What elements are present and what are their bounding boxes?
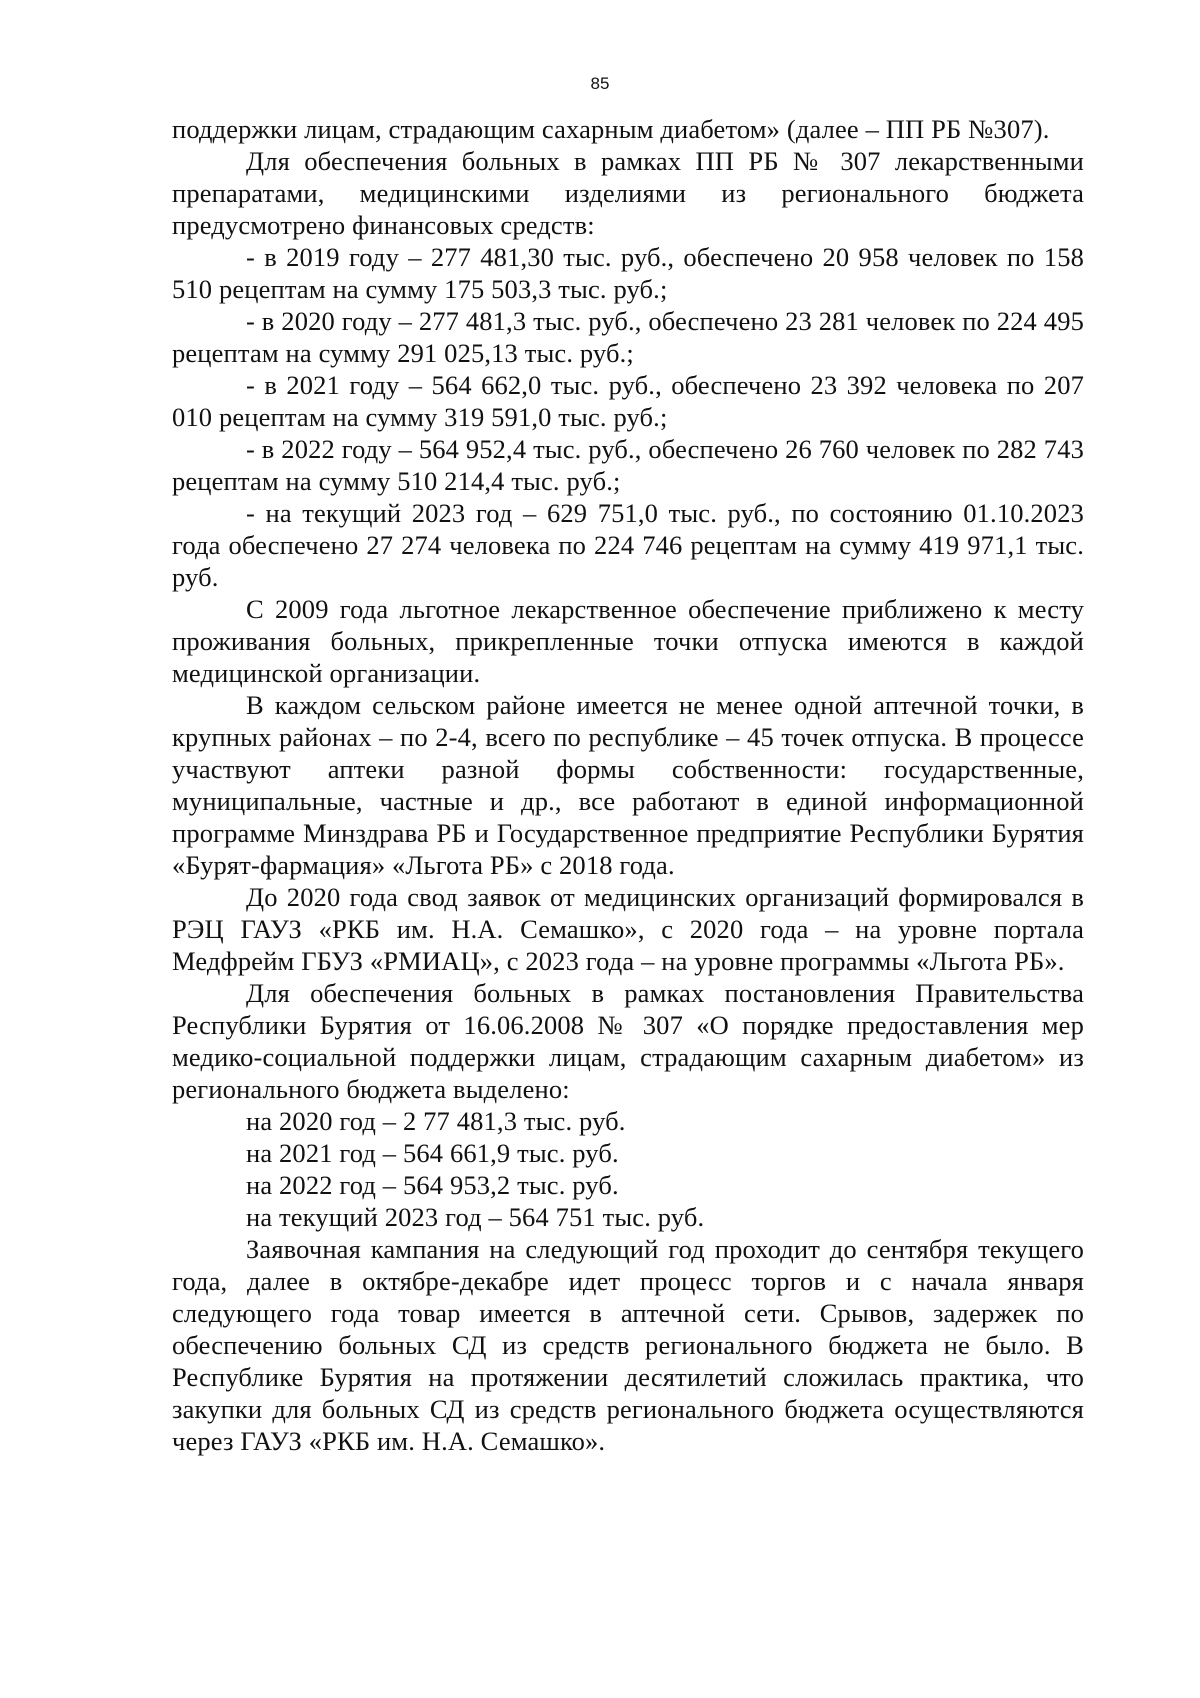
budget-amount-line: на 2021 год – 564 661,9 тыс. руб. — [246, 1138, 619, 1168]
page-number: 85 — [590, 74, 610, 93]
list-item: - в 2021 году – 564 662,0 тыс. руб., обеспечено 23 392 человека по 207 010 рецептам на сумму 319 591,0 тыс. руб.; — [172, 370, 1084, 432]
list-item: - в 2022 году – 564 952,4 тыс. руб., обеспечено 26 760 человек по 282 743 рецептам на сумму 510 214,4 тыс. руб.; — [172, 434, 1084, 496]
budget-amount-line: на 2022 год – 564 953,2 тыс. руб. — [246, 1170, 619, 1200]
list-item: - в 2019 году – 277 481,30 тыс. руб., обеспечено 20 958 человек по 158 510 рецептам на сумму 175 503,3 тыс. руб.; — [172, 242, 1084, 304]
budget-amount-line: на 2020 год – 2 77 481,3 тыс. руб. — [246, 1106, 626, 1136]
list-item: - в 2020 году – 277 481,3 тыс. руб., обеспечено 23 281 человек по 224 495 рецептам на сумму 291 025,13 тыс. руб.; — [172, 306, 1084, 368]
paragraph: Для обеспечения больных в рамках ПП РБ № 307 лекарственными препаратами, медицинскими изделиями из регионального бюджета предусмотрено финансовых средств: — [172, 146, 1084, 240]
document-body — [172, 113, 1084, 1457]
paragraph: поддержки лицам, страдающим сахарным диабетом» (далее – ПП РБ №307). — [172, 114, 1050, 144]
budget-amount-line: на текущий 2023 год – 564 751 тыс. руб. — [246, 1202, 705, 1232]
paragraph: Для обеспечения больных в рамках постановления Правительства Республики Бурятия от 16.06.2008 № 307 «О порядке предоставления мер медико-социальной поддержки лицам, страдающим сахарным диабетом» из регионального бюджета выделено: — [172, 978, 1084, 1104]
paragraph: Заявочная кампания на следующий год проходит до сентября текущего года, далее в октябре-декабре идет процесс торгов и с начала января следующего года товар имеется в аптечной сети. Срывов, задержек по обеспечению больных СД из средств регионального бюджета не было. В Республике Бурятия на протяжении десятилетий сложилась практика, что закупки для больных СД из средств регионального бюджета осуществляются через ГАУЗ «РКБ им. Н.А. Семашко». — [172, 1234, 1084, 1456]
paragraph: С 2009 года льготное лекарственное обеспечение приближено к месту проживания больных, прикрепленные точки отпуска имеются в каждой медицинской организации. — [172, 594, 1084, 688]
paragraph: В каждом сельском районе имеется не менее одной аптечной точки, в крупных районах – по 2-4, всего по республике – 45 точек отпуска. В процессе участвуют аптеки разной формы собственности: государственные, муниципальные, частные и др., все работают в единой информационной программе Минздрава РБ и Государственное предприятие Республики Бурятия «Бурят-фармация» «Льгота РБ» с 2018 года. — [172, 690, 1084, 880]
list-item: - на текущий 2023 год – 629 751,0 тыс. руб., по состоянию 01.10.2023 года обеспечено 27 274 человека по 224 746 рецептам на сумму 419 971,1 тыс. руб. — [172, 498, 1084, 592]
paragraph: До 2020 года свод заявок от медицинских организаций формировался в РЭЦ ГАУЗ «РКБ им. Н.А. Семашко», с 2020 года – на уровне портала Медфрейм ГБУЗ «РМИАЦ», с 2023 года – на уровне программы «Льгота РБ». — [172, 882, 1084, 976]
